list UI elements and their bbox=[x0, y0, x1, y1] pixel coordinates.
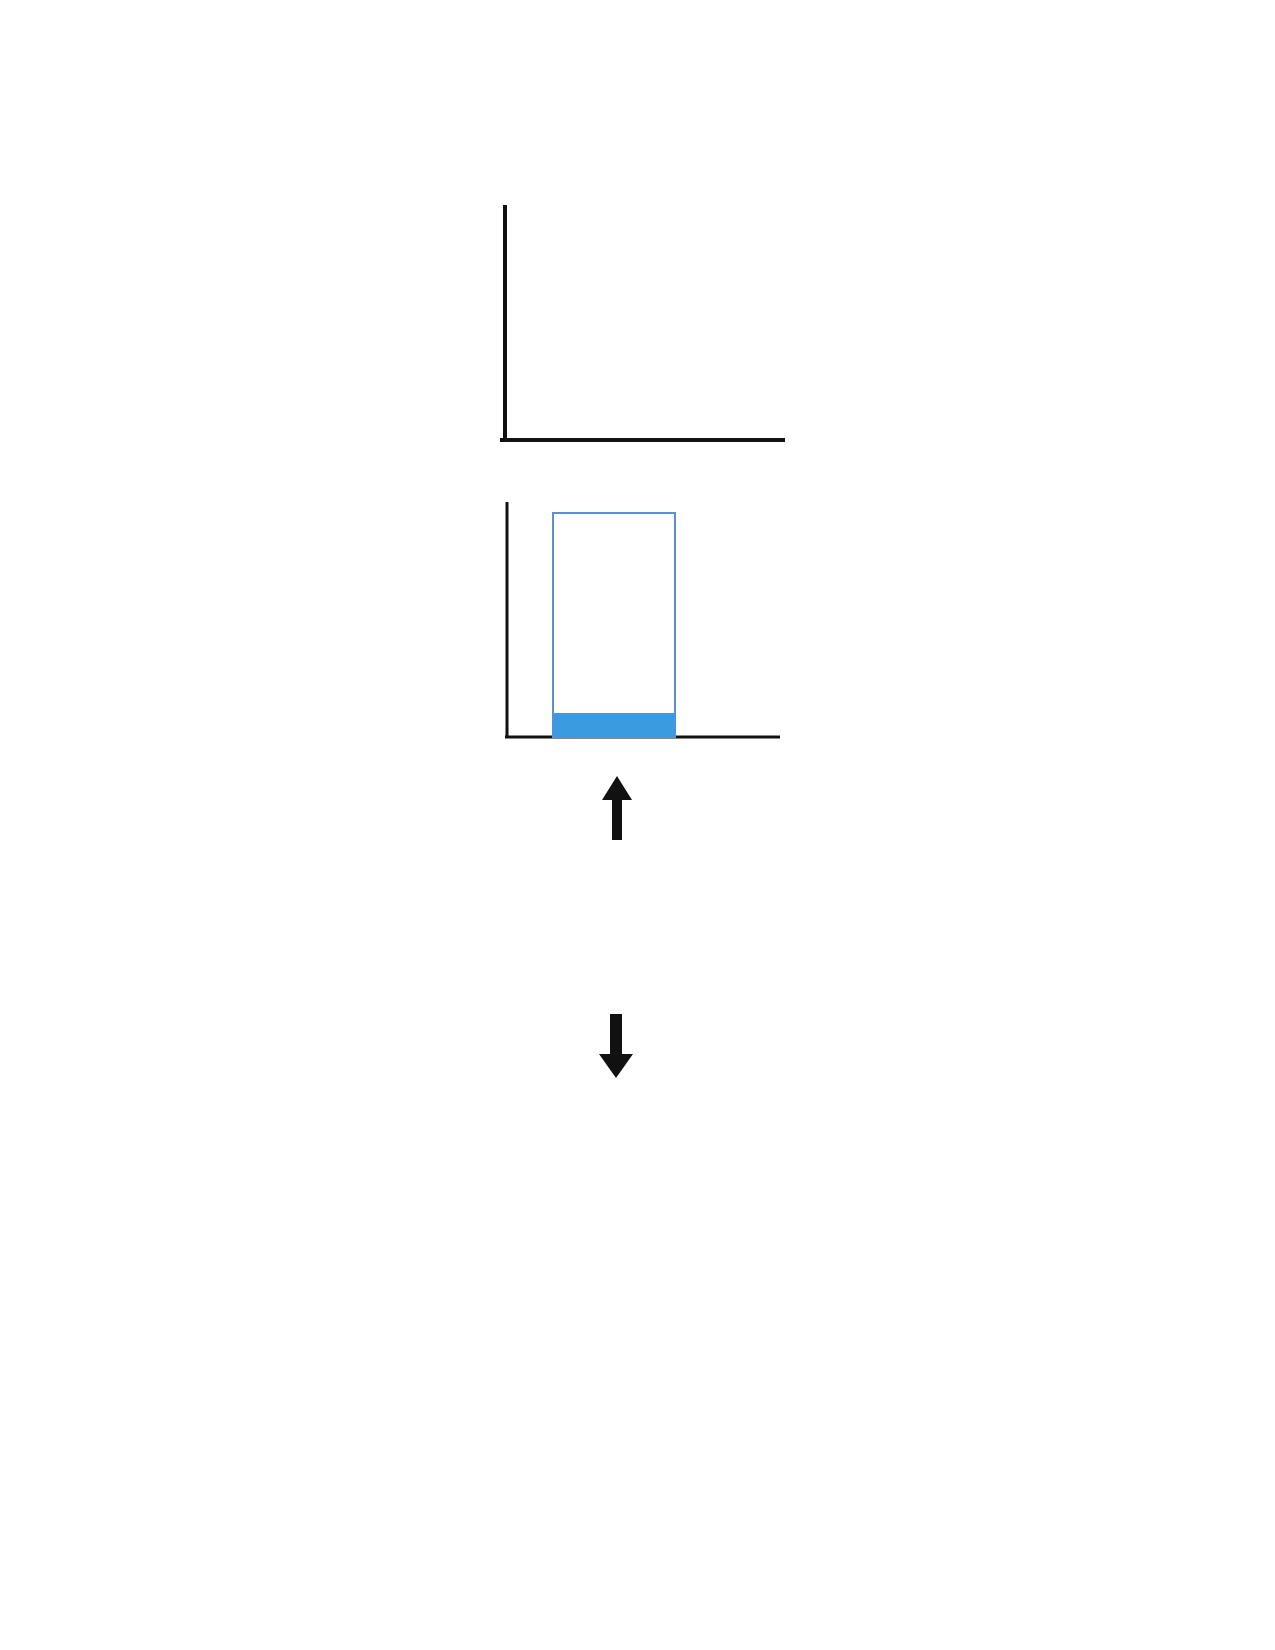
inventory-bar bbox=[553, 713, 675, 737]
arrow-down-icon bbox=[599, 1014, 633, 1078]
market-stairs-chart bbox=[0, 1090, 1275, 1590]
arrow-up-icon bbox=[602, 776, 632, 840]
success-rate-chart bbox=[0, 0, 1275, 760]
inventory-annotation-box bbox=[553, 513, 675, 737]
